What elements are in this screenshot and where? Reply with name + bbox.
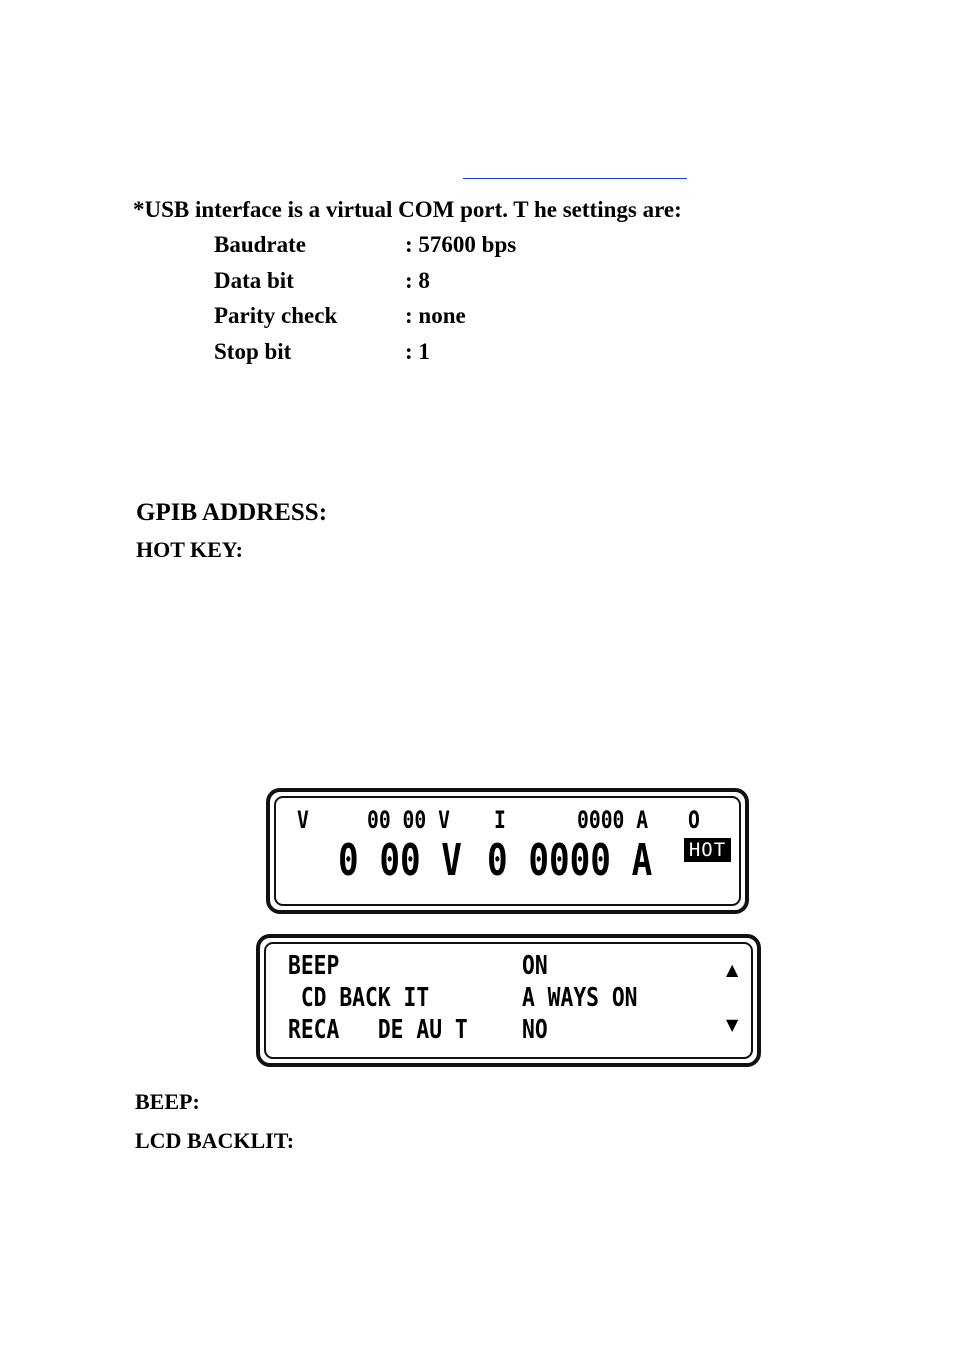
up-triangle-icon: ▲: [726, 960, 739, 979]
setting-label-baudrate: Baudrate: [214, 232, 306, 257]
setting-value-baudrate: : 57600 bps: [405, 232, 517, 257]
beep-heading: BEEP:: [135, 1089, 200, 1114]
usb-note: *USB interface is a virtual COM port. T he settings are:: [133, 197, 682, 222]
hot-badge: HOT: [684, 838, 731, 862]
menu-value-recall-default: NO: [522, 1015, 548, 1045]
setting-value-parity: : none: [405, 303, 466, 328]
setting-value-data-bit: : 8: [405, 268, 430, 293]
down-triangle-icon: ▼: [726, 1015, 739, 1034]
menu-label-recall-default: RECA DE AU T: [288, 1015, 468, 1045]
menu-value-backlit: A WAYS ON: [522, 983, 638, 1013]
lcd-v-setting: 00 00 V: [367, 806, 450, 834]
hot-key-heading: HOT KEY:: [136, 537, 243, 562]
setting-value-stop-bit: : 1: [405, 339, 430, 364]
setting-label-stop-bit: Stop bit: [214, 339, 292, 364]
setting-label-parity: Parity check: [214, 303, 338, 328]
lcd-backlit-heading: LCD BACKLIT:: [135, 1128, 295, 1153]
lcd-output-status: O: [688, 806, 700, 834]
hyperlink-underline[interactable]: [463, 178, 687, 179]
gpib-address-heading: GPIB ADDRESS:: [136, 499, 328, 526]
lcd-current-reading: 0 0000 A: [487, 835, 653, 886]
lcd-v-label: V: [297, 806, 309, 834]
menu-value-beep: ON: [522, 951, 548, 981]
menu-label-beep: BEEP: [288, 951, 340, 981]
lcd-i-setting: 0000 A: [577, 806, 649, 834]
menu-label-backlit: CD BACK IT: [288, 983, 430, 1013]
setting-label-data-bit: Data bit: [214, 268, 294, 293]
lcd-i-label: I: [494, 806, 506, 834]
lcd-voltage-reading: 0 00 V: [338, 835, 462, 886]
